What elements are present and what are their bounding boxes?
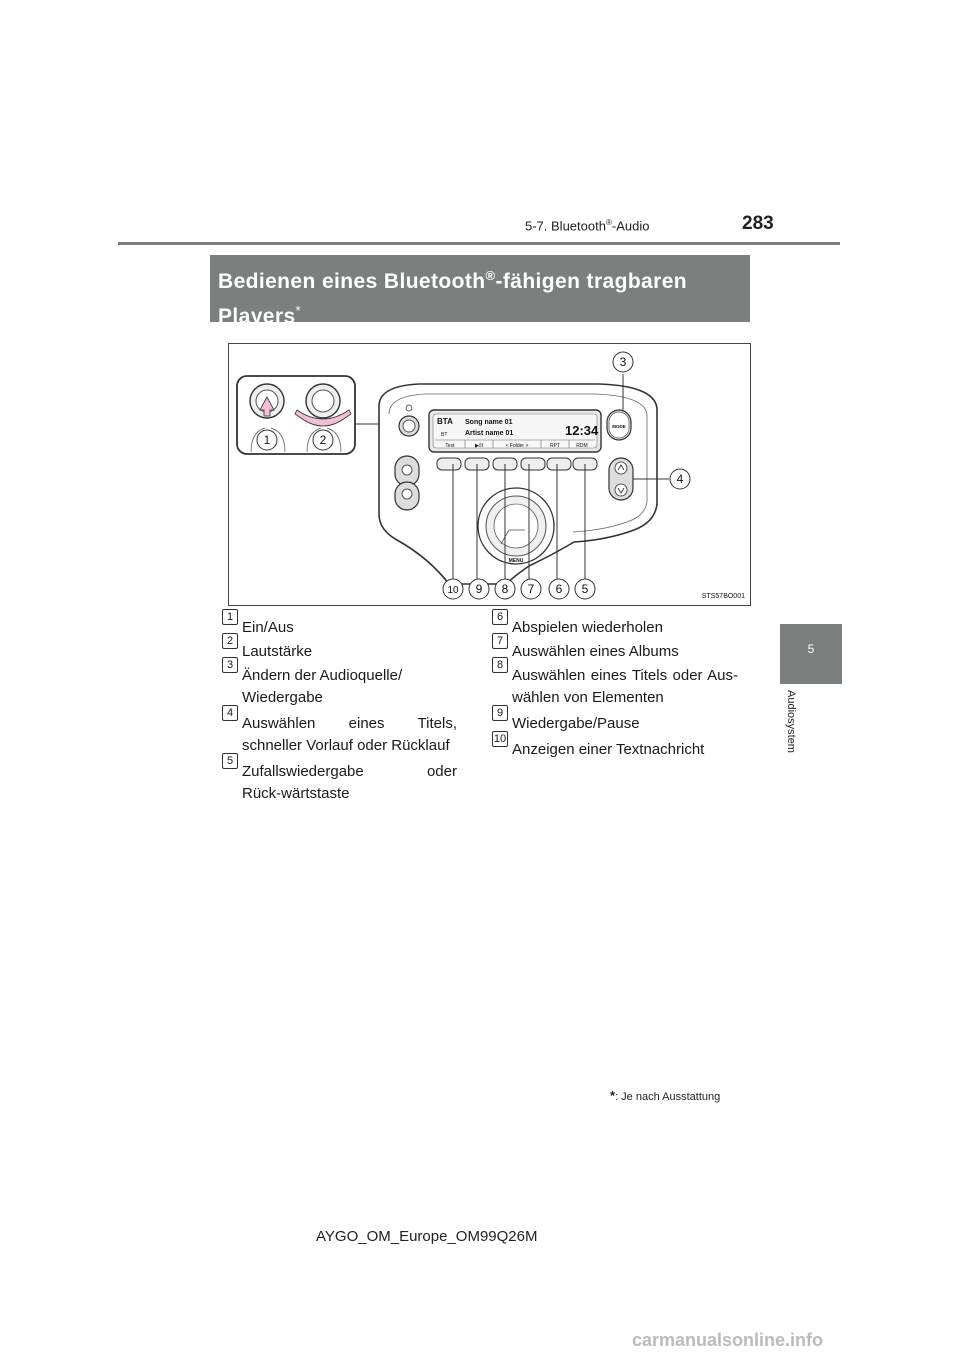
legend-number: 5 — [222, 753, 238, 769]
display-bt: BT — [441, 432, 448, 438]
header-section-title: 5-7. Bluetooth®-Audio — [525, 218, 650, 234]
legend-text: Wiedergabe/Pause — [512, 715, 640, 732]
legend-number: 4 — [222, 705, 238, 721]
chapter-number: 5 — [807, 642, 815, 656]
callout-3: 3 — [619, 355, 627, 369]
audio-unit-figure — [228, 343, 751, 606]
display-artist: Artist name 01 — [465, 430, 514, 437]
legend-number: 8 — [492, 657, 508, 673]
legend-number: 1 — [222, 609, 238, 625]
softkey-text: Text — [445, 443, 455, 449]
legend-text: Abspielen wiederholen — [512, 619, 663, 636]
legend-number: 10 — [493, 733, 507, 745]
section-title: Bedienen eines Bluetooth®-fähigen tragbaren Players* — [218, 268, 688, 328]
header-rule — [118, 242, 840, 245]
callout-5: 5 — [581, 582, 589, 596]
menu-label: MENU — [508, 558, 524, 564]
callout-2: 2 — [319, 433, 327, 447]
callout-7: 7 — [527, 582, 535, 596]
legend-number: 9 — [492, 705, 508, 721]
mode-label: MODE — [612, 424, 626, 429]
callout-9: 9 — [475, 582, 483, 596]
legend-text: Auswählen eines Titels, schneller Vorlauf oder Rücklauf — [242, 715, 457, 754]
callout-1: 1 — [263, 433, 271, 447]
callout-4: 4 — [676, 472, 684, 486]
softkey-rdm: RDM — [576, 443, 588, 449]
legend-number: 3 — [222, 657, 238, 673]
display-time: 12:34 — [565, 423, 599, 438]
legend-text: Ein/Aus — [242, 619, 294, 636]
legend-text: Auswählen eines Albums — [512, 643, 679, 660]
audio-unit-illustration — [229, 344, 750, 605]
legend-text: Auswählen eines Titels oder Aus-wählen von Elementen — [512, 667, 738, 706]
display-source: BTA — [437, 417, 453, 426]
callout-6: 6 — [555, 582, 563, 596]
legend-number: 6 — [492, 609, 508, 625]
section-heading — [210, 255, 750, 328]
callout-8: 8 — [501, 582, 509, 596]
chapter-tab — [780, 624, 842, 684]
chapter-label: Audiosystem — [785, 690, 797, 753]
audio-unit-body — [379, 384, 657, 584]
legend-number: 7 — [492, 633, 508, 649]
display-song: Song name 01 — [465, 419, 513, 426]
legend-number: 2 — [222, 633, 238, 649]
legend-text: Ändern der Audioquelle/ Wiedergabe — [242, 667, 403, 706]
legend-text: Anzeigen einer Textnachricht — [512, 741, 705, 758]
callout-10: 10 — [447, 585, 459, 596]
watermark: carmanualsonline.info — [632, 1330, 824, 1350]
document-code: AYGO_OM_Europe_OM99Q26M — [316, 1228, 538, 1245]
figure-code: STS57BO001 — [701, 593, 745, 600]
legend-text: Zufallswiedergabe oder Rück-wärtstaste — [242, 763, 457, 802]
legend-text: Lautstärke — [242, 643, 313, 660]
page-number: 283 — [742, 213, 774, 234]
knob-inset — [237, 376, 355, 454]
softkey-play: ▶/II — [474, 443, 484, 449]
softkey-rpt: RPT — [550, 443, 560, 449]
softkey-folder: < Folder > — [505, 443, 529, 449]
footnote: *: Je nach Ausstattung — [610, 1088, 721, 1103]
